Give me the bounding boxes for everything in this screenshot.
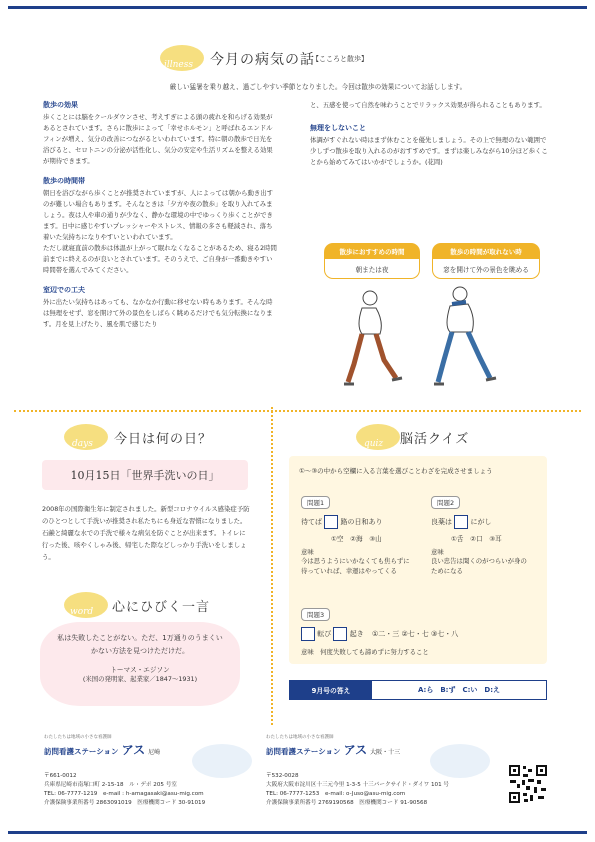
- footer-left-brand: アス: [121, 743, 146, 757]
- word-tag: word: [70, 607, 94, 617]
- section-body-indoor-tips: 外に出たい気持ちはあっても、なかなか行動に移せない時もあります。そんな時は無理をせず、窓を開けて外の景色をしばらく眺めるだけでも気分転換になります。月を見上げたり、風を肌で感じたり: [43, 298, 273, 328]
- days-body: 2008年の国際衛生年に制定されました。新型コロナウイルス感染症予防のひとつとして手洗いが推奨され私たちにも身近な習慣になりました。石鹸と綺麗な水での手洗で様々な病気を防ぐことが出来ます。トイレに行った後、咳やくしゃみ後、帰宅した際などしっかり手洗いをしましょう。: [42, 505, 250, 561]
- answer-bar: [289, 680, 547, 700]
- quiz-q3-mid1: 転び: [317, 630, 332, 638]
- info-box-no-time-body: 窓を開けて外の景色を眺める: [432, 259, 540, 279]
- days-date-title: 10月15日「世界手洗いの日」: [42, 460, 248, 490]
- footer-right-zip: 〒532-0028: [266, 773, 299, 779]
- quiz-q2-meaning-label: 意味: [431, 548, 444, 556]
- quiz-q3-label: 問題3: [301, 608, 330, 621]
- footer-left-name: 訪問看護ステーション: [44, 747, 119, 756]
- days-tag: days: [72, 439, 93, 449]
- footer-left-mascot: [192, 744, 252, 778]
- quiz-q1-pre: 待てば: [301, 518, 322, 526]
- footer-left-small: わたしたちは地域の小さな看護師: [44, 735, 112, 740]
- quiz-q1-post: 路の日和あり: [340, 518, 383, 526]
- info-box-no-time-head: 散歩の時間が取れない時: [432, 243, 540, 259]
- footer-left-code: 介護保険事業所番号 2863091019 医療機関コード 30-91019: [44, 800, 206, 806]
- quiz-q1-meaning-label: 意味: [301, 548, 314, 556]
- footer-right-name: 訪問看護ステーション: [266, 747, 341, 756]
- word-title: 心にひびく一言: [112, 600, 211, 615]
- article-right-column: [310, 100, 550, 168]
- footer-left-address: 兵庫県尼崎市南塚口町 2-15-18 ル・デポ 205 号室: [44, 782, 177, 788]
- quiz-tag: quiz: [364, 439, 384, 449]
- days-header: [64, 424, 264, 450]
- section-body-walking-effect: 歩くことには脳をクールダウンさせ、考えすぎによる頭の疲れを和らげる効果があるとされています。さらに散歩によって「幸せホルモン」と呼ばれるエンドルフィンが増え、気分の改善につながるといわれています。特に朝の散歩で日光を浴びると、セロトニンの分泌が活性化し、気分の安定や生活リズムを整える効果が期待できます。: [43, 113, 273, 165]
- illness-title: 今月の病気の話: [210, 52, 315, 68]
- quiz-panel: [289, 456, 547, 664]
- quiz-q3-meaning: 意味 何度失敗しても諦めずに努力すること: [301, 648, 429, 656]
- info-box-recommended-time: [324, 243, 420, 279]
- illness-subtitle: 【こころと散歩】: [312, 55, 368, 63]
- quiz-q2-label: 問題2: [431, 496, 460, 509]
- quiz-q2-blank[interactable]: [454, 515, 468, 529]
- illness-tag: illness: [164, 60, 193, 70]
- section-body-walking-time-1: 朝日を浴びながら歩くことが推奨されていますが、人によっては朝から動き出すのが難しい場合もあります。そんなときは「夕方や夜の散歩」を取り入れてみましょう。夜は人や車の通りが少なく、静かな環境の中でゆっくり歩くことができます。日中に感じやすいプレッシャーやストレス、情報の多さも軽減され、落ち着いた気持ちになりやすいといわれています。: [43, 189, 274, 241]
- section-body-walking-time-2: ただし就寝直前の散歩は体温が上がって眠れなくなることがあるため、寝る2時間前までに終えるのが良いとされています。そのうえで、ご自身が一番動きやすい時間帯を選んでみてください。: [43, 244, 277, 274]
- article-left-column: [43, 100, 277, 330]
- quiz-instruction: ①〜③の中から空欄に入る言葉を選びことわざを完成させましょう: [299, 467, 493, 475]
- days-title: 今日は何の日？: [114, 432, 213, 447]
- footer-right-brand: アス: [343, 743, 368, 757]
- quiz-q1-meaning: 今は思うようにいかなくても焦らずに待っていれば、幸運はやってくる: [301, 557, 410, 575]
- section-divider-horizontal: [14, 410, 581, 412]
- section-body-no-overdoing: 体調がすぐれない時はまず休むことを優先しましょう。その上で無理のない範囲で少しずつ散歩を取り入れるのがおすすめです。まずは楽しみながら10分ほど歩くことから始めてみてはいかがでしょうか。(花岡): [310, 136, 548, 166]
- quiz-q3-blank-1[interactable]: [301, 627, 315, 641]
- walking-man-right: [434, 287, 496, 384]
- footer-right-address: 大阪府大阪市淀川区十三元今里 1-3-5 十三パークサイド・ダイワ 101 号: [266, 782, 450, 788]
- quiz-title: 脳活クイズ: [400, 432, 470, 447]
- quiz-q2-post: にがし: [470, 518, 492, 526]
- top-border: [8, 6, 587, 9]
- bottom-border: [8, 831, 587, 834]
- quiz-question-2: [431, 490, 541, 576]
- section-body-indoor-tips-cont: と、五感を使って自然を味わうことでリラックス効果が得られることもあります。: [310, 101, 546, 109]
- walking-man-left: [344, 291, 402, 384]
- word-header: [64, 592, 264, 618]
- footer-left-branch: 尼崎: [148, 749, 161, 756]
- section-title-indoor-tips: 室辺での工夫: [43, 286, 85, 294]
- quiz-q3-options: ①二・三 ②七・七 ③七・八: [371, 630, 459, 638]
- footer-right-branch: 大阪・十三: [370, 749, 401, 756]
- word-author: トーマス・エジソン: [110, 666, 170, 674]
- footer-right-small: わたしたちは地域の小さな看護師: [266, 735, 334, 740]
- footer-right-contact: TEL: 06-7777-1253 e-mail: o-Juso@asu-mig.com: [266, 791, 406, 797]
- quiz-q1-label: 問題1: [301, 496, 330, 509]
- quiz-q2-options: ①舌 ②口 ③耳: [451, 535, 502, 543]
- quiz-question-1: [301, 490, 421, 576]
- footer-left-zip: 〒661-0012: [44, 773, 77, 779]
- word-quote-card: [40, 622, 240, 706]
- section-title-no-overdoing: 無理をしないこと: [310, 124, 366, 132]
- section-title-walking-time: 散歩の時間帯: [43, 177, 85, 185]
- footer-left-contact: TEL: 06-7777-1219 e-mail : h-amagasaki@asu-mig.com: [44, 791, 204, 797]
- illness-lead: 厳しい猛暑を乗り越え、過ごしやすい季節となりました。今回は散歩の効果についてお話しします。: [169, 83, 467, 91]
- quiz-q3-blank-2[interactable]: [333, 627, 347, 641]
- info-box-recommended-time-body: 朝または夜: [324, 259, 420, 279]
- quiz-q2-meaning: 良い忠告は聞くのがつらいが身のためになる: [431, 557, 527, 575]
- quiz-q1-blank[interactable]: [324, 515, 338, 529]
- answer-values: A:ら B:ず C:い D:え: [417, 686, 501, 694]
- section-divider-vertical: [271, 407, 273, 725]
- footer-right-code: 介護保険事業所番号 2769190568 医療機関コード 91-90568: [266, 800, 428, 806]
- quiz-header: [356, 424, 556, 450]
- answer-label: 9月号の答え: [290, 681, 372, 699]
- word-quote: 私は失敗したことがない。ただ、1万通りのうまくいかない方法を見つけただけだ。: [57, 634, 223, 655]
- word-author-note: (米国の発明家、起業家／1847〜1931): [82, 675, 198, 683]
- footer-right-mascot: [430, 744, 490, 778]
- quiz-q1-options: ①空 ②海 ③山: [331, 535, 382, 543]
- quiz-q2-pre: 良薬は: [431, 518, 452, 526]
- walking-people-illustration: [340, 286, 520, 396]
- qr-code-icon[interactable]: [508, 764, 548, 804]
- info-box-no-time: [432, 243, 540, 279]
- quiz-question-3: [301, 602, 541, 656]
- section-title-walking-effect: 散歩の効果: [43, 101, 78, 109]
- illness-header: [160, 43, 460, 73]
- info-box-recommended-time-head: 散歩におすすめの時間: [324, 243, 420, 259]
- quiz-q3-mid2: 起き: [349, 630, 364, 638]
